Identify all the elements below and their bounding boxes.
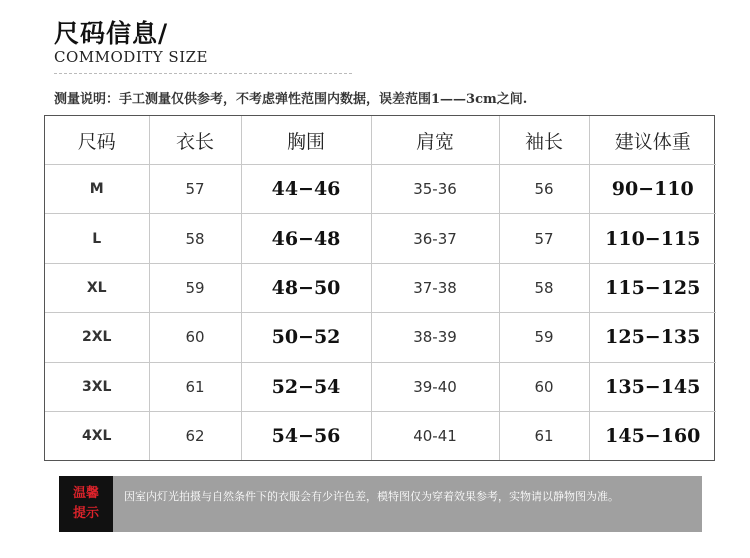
shoulder-cell: 37-38 (371, 263, 499, 312)
sleeve-cell: 60 (499, 362, 589, 411)
size-cell: 2XL (45, 313, 149, 362)
size-cell: L (45, 214, 149, 263)
table-row (45, 313, 716, 362)
weight-cell: 145−160 (589, 412, 716, 460)
table-row (45, 412, 716, 460)
chest-cell: 54−56 (241, 412, 371, 460)
tip-badge-line: 温馨 (72, 486, 99, 501)
column-header: 肩宽 (371, 116, 499, 165)
table-row (45, 263, 716, 312)
size-cell: 3XL (45, 362, 149, 411)
column-header: 袖长 (499, 116, 589, 165)
chest-cell: 48−50 (241, 263, 371, 312)
page-subtitle: COMMODITY SIZE (54, 48, 208, 66)
length-cell: 57 (149, 165, 241, 214)
sleeve-cell: 57 (499, 214, 589, 263)
weight-cell: 125−135 (589, 313, 716, 362)
table-header-row (45, 116, 716, 165)
size-cell: M (45, 165, 149, 214)
size-cell: 4XL (45, 412, 149, 460)
table-row (45, 214, 716, 263)
column-header: 建议体重 (589, 116, 716, 165)
shoulder-cell: 36-37 (371, 214, 499, 263)
weight-cell: 110−115 (589, 214, 716, 263)
table-row (45, 362, 716, 411)
shoulder-cell: 38-39 (371, 313, 499, 362)
tip-text: 因室内灯光拍摄与自然条件下的衣服会有少许色差，模特图仅为穿着效果参考，实物请以静物图为准。 (124, 490, 619, 503)
chest-cell: 52−54 (241, 362, 371, 411)
table-row (45, 165, 716, 214)
chest-cell: 50−52 (241, 313, 371, 362)
column-header: 胸围 (241, 116, 371, 165)
size-table (44, 115, 715, 461)
length-cell: 61 (149, 362, 241, 411)
sleeve-cell: 58 (499, 263, 589, 312)
weight-cell: 90−110 (589, 165, 716, 214)
column-header: 尺码 (45, 116, 149, 165)
weight-cell: 135−145 (589, 362, 716, 411)
tip-badge-line: 提示 (72, 506, 99, 521)
chest-cell: 44−46 (241, 165, 371, 214)
tip-badge (59, 476, 113, 532)
length-cell: 58 (149, 214, 241, 263)
length-cell: 60 (149, 313, 241, 362)
size-cell: XL (45, 263, 149, 312)
length-cell: 62 (149, 412, 241, 460)
column-header: 衣长 (149, 116, 241, 165)
measurement-note: 测量说明：手工测量仅供参考，不考虑弹性范围内数据，误差范围1——3cm之间. (54, 92, 528, 107)
weight-cell: 115−125 (589, 263, 716, 312)
divider (54, 73, 352, 74)
shoulder-cell: 35-36 (371, 165, 499, 214)
sleeve-cell: 61 (499, 412, 589, 460)
chest-cell: 46−48 (241, 214, 371, 263)
shoulder-cell: 40-41 (371, 412, 499, 460)
page-title: 尺码信息/ (54, 19, 169, 48)
sleeve-cell: 56 (499, 165, 589, 214)
sleeve-cell: 59 (499, 313, 589, 362)
length-cell: 59 (149, 263, 241, 312)
shoulder-cell: 39-40 (371, 362, 499, 411)
